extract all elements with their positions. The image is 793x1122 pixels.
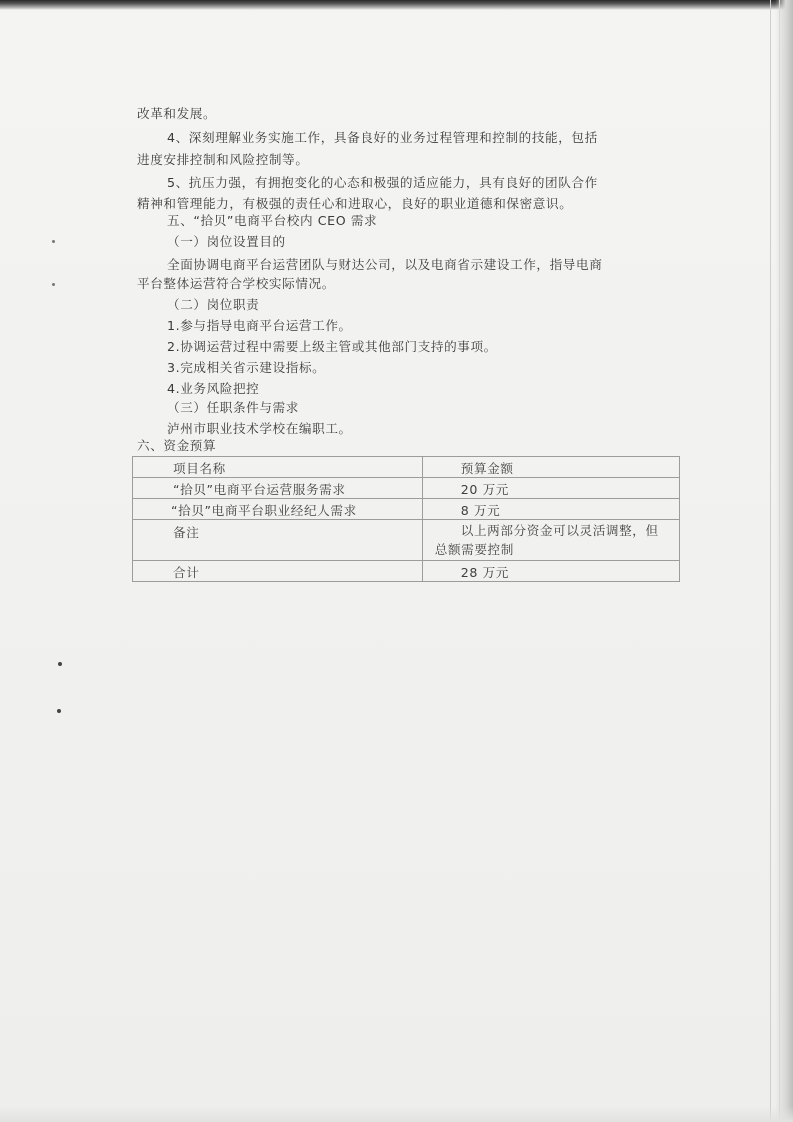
paragraph-line: 4、深刻理解业务实施工作，具备良好的业务过程管理和控制的技能，包括 — [167, 130, 598, 145]
total-label-cell: 合计 — [133, 561, 423, 582]
row-amount-cell: 20 万元 — [422, 478, 679, 499]
budget-table — [132, 456, 680, 582]
remark-row — [133, 520, 680, 561]
paragraph-line: 改革和发展。 — [137, 106, 217, 121]
total-amount-cell: 28 万元 — [422, 561, 679, 582]
duty-item: 4.业务风险把控 — [167, 381, 260, 396]
scan-speck — [52, 240, 55, 243]
header-cell-name: 项目名称 — [133, 457, 423, 478]
paragraph-line: 平台整体运营符合学校实际情况。 — [137, 276, 335, 291]
paragraph-line: 进度安排控制和风险控制等。 — [137, 152, 309, 167]
binder-hole-mark — [57, 709, 61, 713]
row-name-cell: “拾贝”电商平台职业经纪人需求 — [133, 499, 423, 520]
scan-bottom-edge — [0, 1106, 793, 1122]
duty-item: 2.协调运营过程中需要上级主管或其他部门支持的事项。 — [167, 339, 497, 354]
section-heading: 六、资金预算 — [137, 438, 217, 453]
remark-line-2: 总额需要控制 — [434, 542, 514, 557]
scan-right-edge — [775, 0, 793, 1122]
subsection-heading: （一）岗位设置目的 — [167, 234, 286, 249]
remark-label-cell: 备注 — [133, 520, 423, 561]
remark-line-1: 以上两部分资金可以灵活调整，但 — [460, 523, 659, 538]
scan-right-line — [770, 0, 771, 1122]
subsection-heading: （三）任职条件与需求 — [167, 400, 299, 415]
remark-text-cell — [422, 520, 679, 561]
table-row — [133, 478, 680, 499]
duty-item: 1.参与指导电商平台运营工作。 — [167, 318, 352, 333]
paragraph-line: 5、抗压力强，有拥抱变化的心态和极强的适应能力，具有良好的团队合作 — [167, 175, 598, 190]
scan-speck — [52, 283, 55, 286]
paragraph-line: 泸州市职业技术学校在编职工。 — [167, 421, 352, 436]
subsection-heading: （二）岗位职责 — [167, 297, 260, 312]
paragraph-line: 全面协调电商平台运营团队与财达公司，以及电商省示建设工作，指导电商 — [167, 257, 603, 272]
paragraph-line: 精神和管理能力，有极强的责任心和进取心，良好的职业道德和保密意识。 — [137, 196, 573, 211]
header-cell-amount: 预算金额 — [422, 457, 679, 478]
table-header-row — [133, 457, 680, 478]
scan-top-edge — [0, 0, 793, 10]
total-row — [133, 561, 680, 582]
section-heading: 五、“拾贝”电商平台校内 CEO 需求 — [167, 213, 378, 228]
duty-item: 3.完成相关省示建设指标。 — [167, 360, 326, 375]
binder-hole-mark — [58, 662, 62, 666]
row-amount-cell: 8 万元 — [422, 499, 679, 520]
table-row — [133, 499, 680, 520]
row-name-cell: “拾贝”电商平台运营服务需求 — [133, 478, 423, 499]
